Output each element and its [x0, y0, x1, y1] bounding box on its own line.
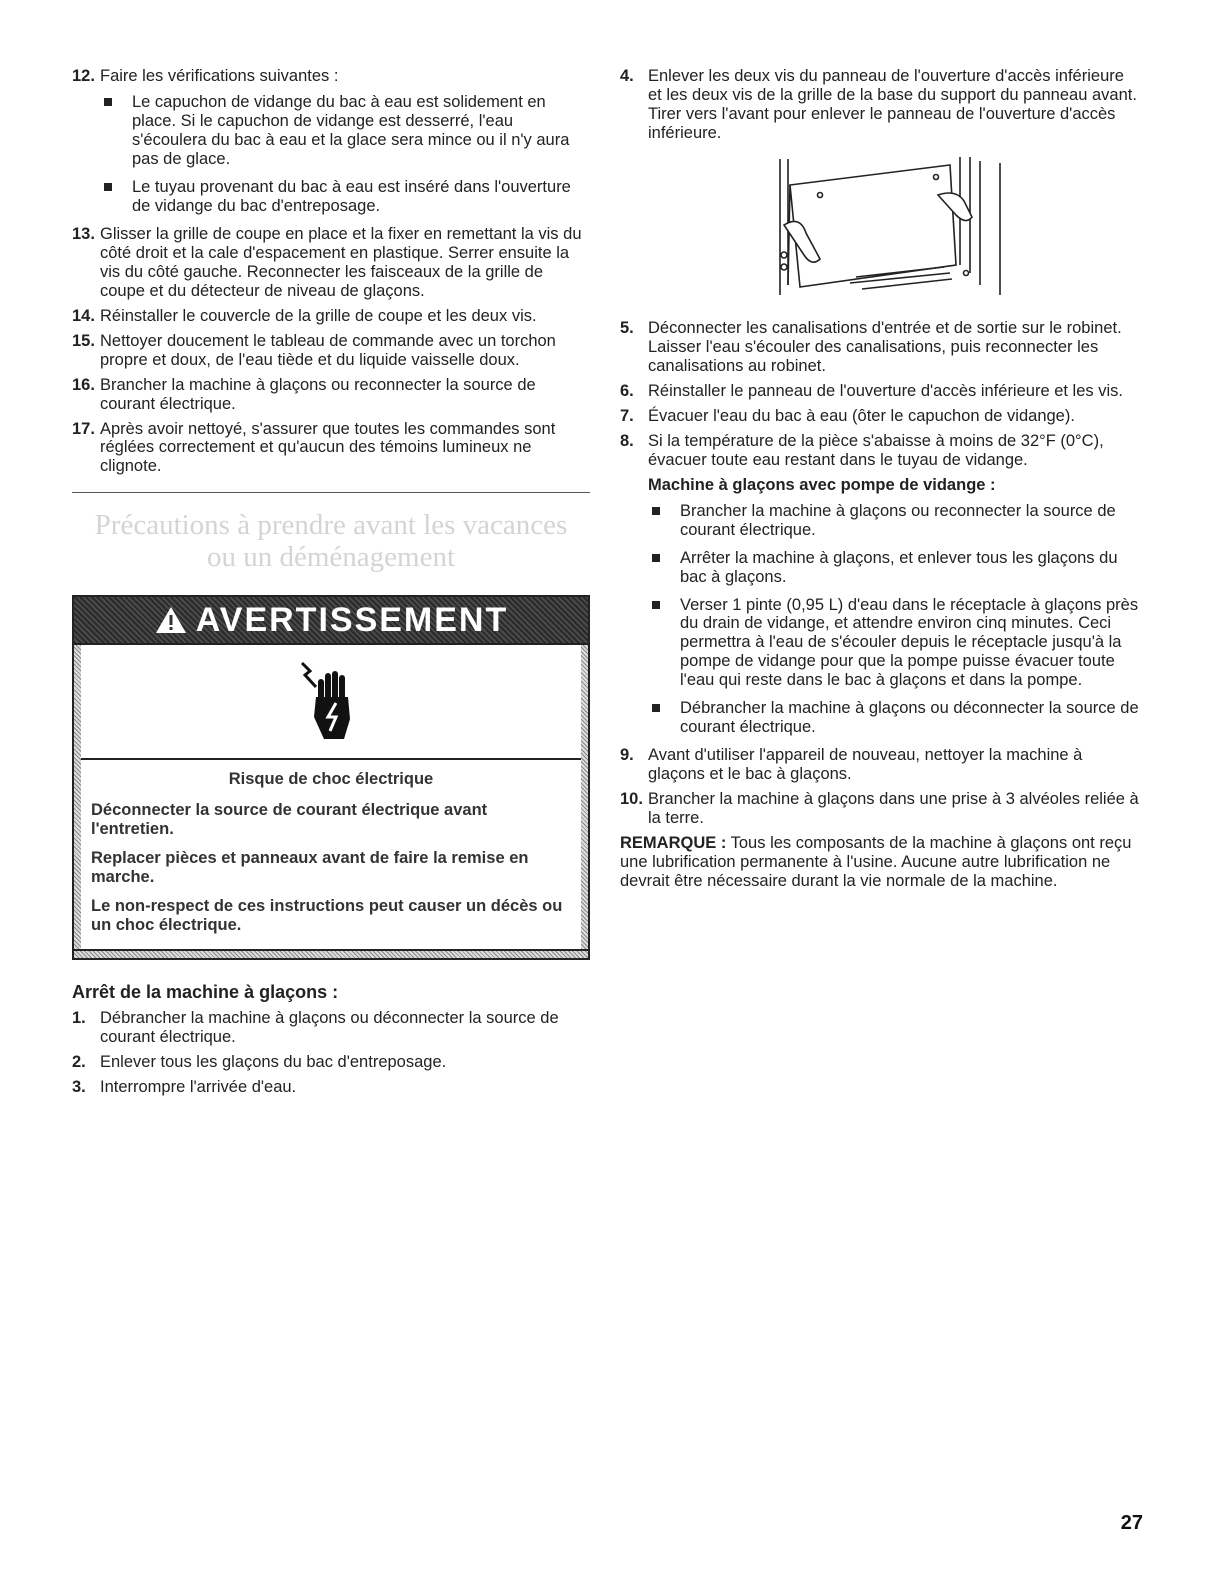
step-text: Déconnecter les canalisations d'entrée et de sortie sur le robinet. Laisser l'eau s'écouler des canalisations, puis reconnecter les canalisations au robinet.: [648, 318, 1122, 375]
warning-header-text: AVERTISSEMENT: [195, 600, 509, 639]
shutdown-step: [72, 1078, 590, 1097]
access-panel-illustration: [760, 155, 1010, 305]
warning-text: [81, 760, 581, 949]
bullet-item: [100, 93, 590, 169]
step-number: 2.: [72, 1052, 86, 1071]
bullet-text: Le tuyau provenant du bac à eau est inséré dans l'ouverture de vidange du bac d'entreposage.: [132, 177, 571, 215]
step-number: 8.: [620, 431, 634, 450]
steps-mid-list: [620, 319, 1140, 470]
step-13: [72, 225, 590, 301]
step-text: Enlever les deux vis du panneau de l'ouverture d'accès inférieure et les deux vis de la grille de la base du support du panneau avant. Tirer vers l'avant pour enlever le panneau de l'ouverture d'accès inférieure.: [648, 67, 1137, 142]
step-number: 12.: [72, 67, 95, 85]
note-text: Tous les composants de la machine à glaçons ont reçu une lubrification permanente à l'usine. Aucune autre lubrification ne devrait être nécessaire durant la vie normale de la machine.: [620, 834, 1132, 891]
step-text: Réinstaller le panneau de l'ouverture d'accès inférieure et les vis.: [648, 381, 1123, 400]
step-number: 7.: [620, 406, 634, 425]
step-14: [72, 307, 590, 326]
left-column: [72, 67, 590, 1103]
bullet-text: Arrêter la machine à glaçons, et enlever tous les glaçons du bac à glaçons.: [680, 548, 1118, 586]
step-text: Glisser la grille de coupe en place et la fixer en remettant la vis du côté droit et la cale d'espacement en plastique. Serrer ensuite la vis du côté gauche. Reconnecter les faisceaux de la grille de coupe et du détecteur de niveau de glaçons.: [100, 224, 582, 300]
shutdown-step: [72, 1009, 590, 1047]
step-text: Réinstaller le couvercle de la grille de coupe et les deux vis.: [100, 306, 537, 325]
warning-line: Déconnecter la source de courant électrique avant l'entretien.: [91, 801, 488, 839]
step-text: Si la température de la pièce s'abaisse à moins de 32°F (0°C), évacuer toute eau restant dans le tuyau de vidange.: [648, 431, 1104, 469]
bullet-square-icon: [652, 704, 660, 712]
step-5: [620, 319, 1140, 376]
step-text: Avant d'utiliser l'appareil de nouveau, nettoyer la machine à glaçons et le bac à glaçons.: [648, 746, 1083, 784]
electric-shock-hand-icon: [296, 657, 366, 747]
bullet-square-icon: [652, 507, 660, 515]
warning-bottom-border: [74, 949, 588, 958]
step-text: Évacuer l'eau du bac à eau (ôter le capuchon de vidange).: [648, 406, 1075, 425]
bullet-item: [648, 549, 1140, 587]
page-number: 27: [1120, 1512, 1143, 1534]
step-number: 6.: [620, 381, 634, 400]
step-text: Nettoyer doucement le tableau de commande avec un torchon propre et doux, de l'eau tiède et du liquide vaisselle doux.: [100, 331, 556, 369]
bullet-item: [100, 178, 590, 216]
step-number: 5.: [620, 318, 634, 337]
step-4-list: [620, 67, 1140, 143]
bullet-text: Brancher la machine à glaçons ou reconnecter la source de courant électrique.: [680, 501, 1116, 539]
pump-bullets: [648, 502, 1140, 738]
step-text: Débrancher la machine à glaçons ou déconnecter la source de courant électrique.: [100, 1008, 559, 1046]
warning-line: Le non-respect de ces instructions peut causer un décès ou un choc électrique.: [91, 897, 563, 935]
shutdown-steps-list: [72, 1009, 590, 1097]
bullet-text: Débrancher la machine à glaçons ou déconnecter la source de courant électrique.: [680, 699, 1139, 737]
step-text: Brancher la machine à glaçons ou reconnecter la source de courant électrique.: [100, 375, 536, 413]
step-number: 14.: [72, 306, 95, 325]
bullet-square-icon: [104, 183, 112, 191]
step-text: Brancher la machine à glaçons dans une prise à 3 alvéoles reliée à la terre.: [648, 790, 1139, 828]
bullet-square-icon: [652, 601, 660, 609]
step-16: [72, 376, 590, 414]
section-title-line-1: Précautions à prendre avant les vacances: [94, 509, 568, 542]
step-number: 9.: [620, 746, 634, 765]
step-text: Après avoir nettoyé, s'assurer que toutes les commandes sont réglées correctement et qu'aucun des témoins lumineux ne clignote.: [100, 419, 556, 476]
step-6: [620, 382, 1140, 401]
step-number: 17.: [72, 419, 95, 438]
warning-body: [74, 645, 588, 949]
bullet-text: Le capuchon de vidange du bac à eau est solidement en place. Si le capuchon de vidange est desserré, l'eau s'écoulera du bac à eau et la glace sera mince ou il n'y aura pas de glace.: [132, 92, 570, 168]
warning-triangle-icon: [154, 605, 188, 635]
step-9: [620, 746, 1140, 784]
step-10: [620, 790, 1140, 828]
step-number: 1.: [72, 1008, 86, 1027]
step-4: [620, 67, 1140, 143]
step-12-bullets: [100, 93, 590, 216]
step-number: 15.: [72, 331, 95, 350]
step-text: Interrompre l'arrivée d'eau.: [100, 1077, 297, 1096]
shutdown-heading: Arrêt de la machine à glaçons :: [72, 982, 339, 1003]
note-paragraph: [620, 834, 1140, 891]
pump-heading: Machine à glaçons avec pompe de vidange :: [648, 475, 996, 494]
right-column: [620, 67, 1140, 891]
warning-main: [81, 645, 581, 949]
bullet-square-icon: [104, 98, 112, 106]
bullet-item: [648, 502, 1140, 540]
warning-right-border: [581, 645, 588, 949]
warning-box: [72, 595, 590, 960]
step-number: 3.: [72, 1077, 86, 1096]
steps-end-list: [620, 746, 1140, 828]
step-number: 10.: [620, 790, 643, 809]
steps-top-list: [72, 67, 590, 476]
bullet-item: [648, 596, 1140, 691]
step-12: [72, 67, 590, 216]
step-number: 16.: [72, 375, 95, 394]
bullet-text: Verser 1 pinte (0,95 L) d'eau dans le réceptacle à glaçons près du drain de vidange, et attendre environ cinq minutes. Ceci permettra à l'eau de s'écouler depuis le réceptacle jusqu'à la pompe de vidange pour que la pompe puisse évacuer toute l'eau qui reste dans le bac à glaçons et dans la pompe.: [680, 595, 1139, 690]
note-label: REMARQUE :: [620, 834, 727, 853]
step-17: [72, 420, 590, 477]
warning-header: [74, 597, 588, 645]
step-15: [72, 332, 590, 370]
warning-left-border: [74, 645, 81, 949]
bullet-item: [648, 699, 1140, 737]
step-number: 4.: [620, 67, 634, 85]
access-panel-diagram: [760, 155, 1010, 305]
step-text: Enlever tous les glaçons du bac d'entreposage.: [100, 1052, 447, 1071]
bullet-square-icon: [652, 554, 660, 562]
step-7: [620, 407, 1140, 426]
step-8: [620, 432, 1140, 470]
section-divider: [72, 492, 590, 493]
section-title: [72, 509, 590, 573]
shock-hazard-area: [81, 645, 581, 760]
section-title-line-2: ou un déménagement: [206, 541, 456, 574]
warning-line: Replacer pièces et panneaux avant de faire la remise en marche.: [91, 849, 529, 887]
step-number: 13.: [72, 224, 95, 243]
shutdown-step: [72, 1053, 590, 1072]
warning-risk-title: Risque de choc électrique: [228, 770, 434, 789]
step-text: Faire les vérifications suivantes :: [100, 67, 339, 85]
